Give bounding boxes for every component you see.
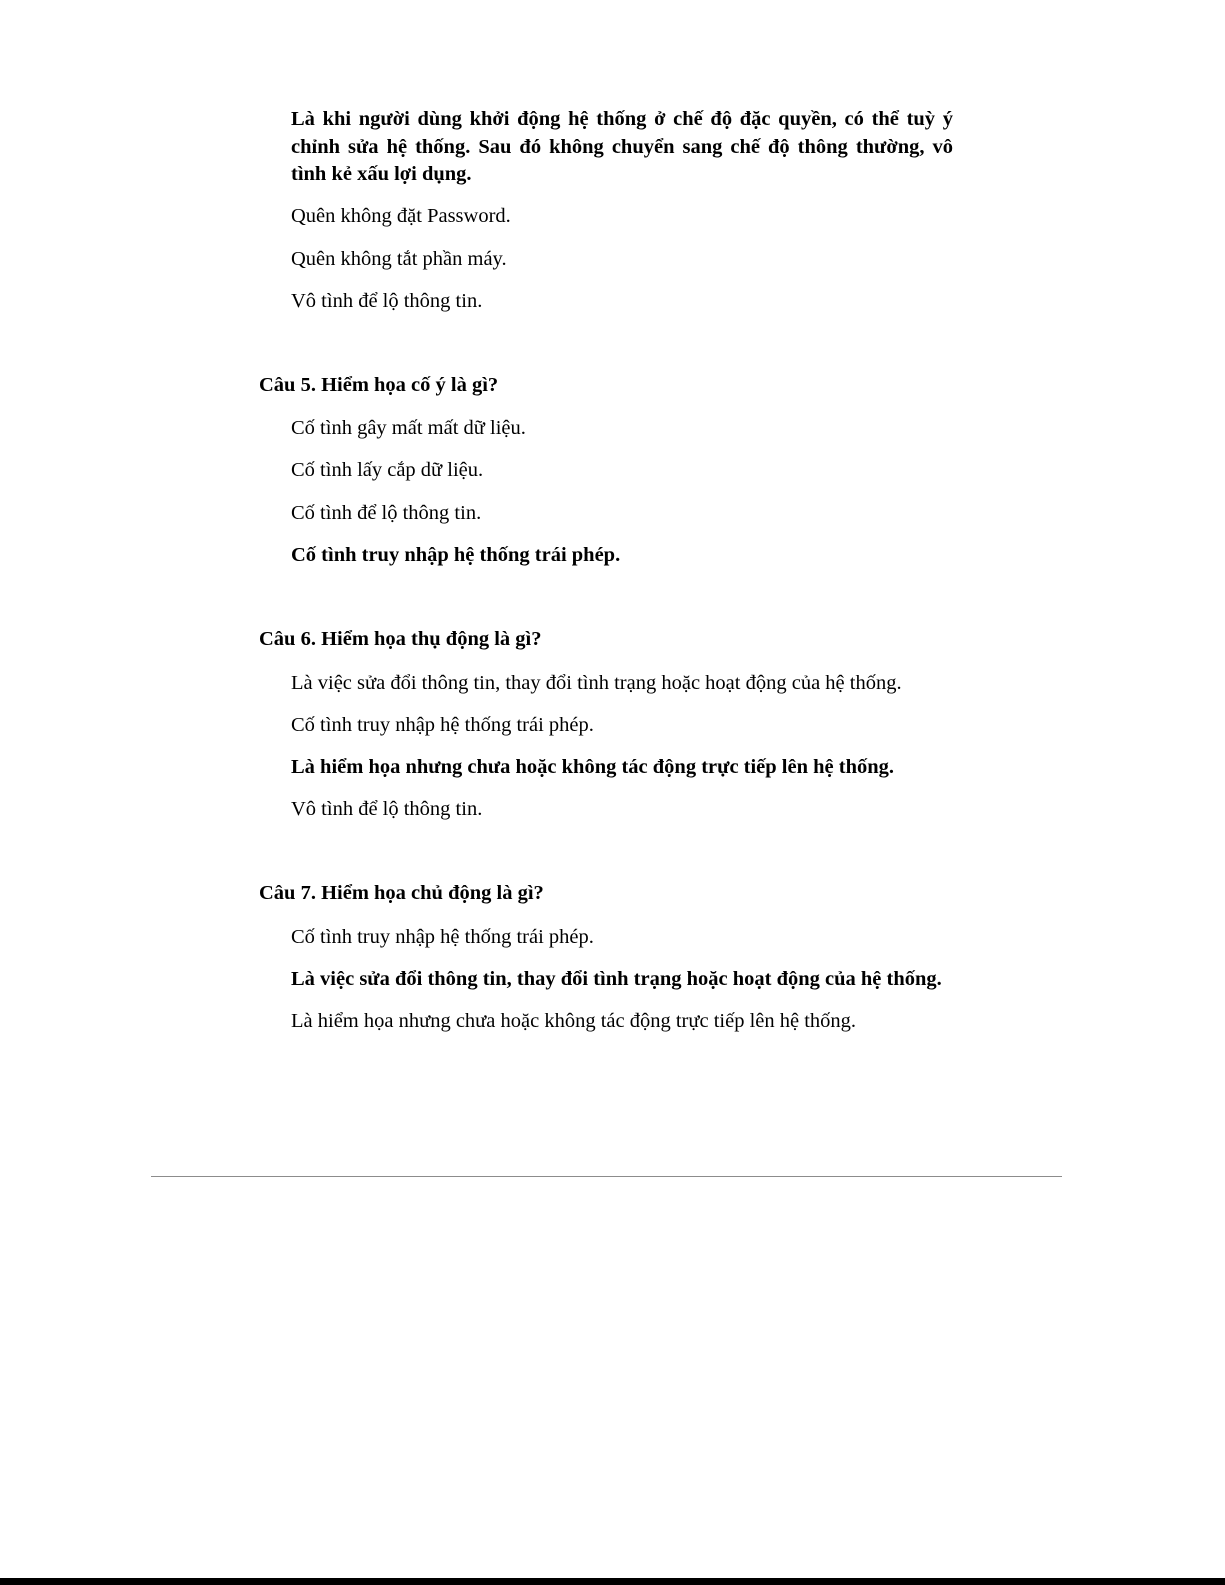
answer-option: Cố tình truy nhập hệ thống trái phép.: [291, 714, 594, 736]
answer-option: Cố tình truy nhập hệ thống trái phép.: [291, 926, 594, 948]
answer-option: Vô tình để lộ thông tin.: [291, 290, 483, 312]
answer-option: Cố tình để lộ thông tin.: [291, 502, 482, 524]
answer-option: Quên không tắt phần máy.: [291, 248, 507, 270]
answer-option: Cố tình lấy cắp dữ liệu.: [291, 459, 484, 481]
page-divider: [151, 1176, 1062, 1177]
correct-answer-option: Là hiểm họa nhưng chưa hoặc không tác động trực tiếp lên hệ thống.: [291, 756, 895, 778]
correct-answer-option: Cố tình truy nhập hệ thống trái phép.: [291, 544, 621, 566]
answer-option: Là việc sửa đổi thông tin, thay đổi tình trạng hoặc hoạt động của hệ thống.: [291, 672, 902, 694]
answer-option: Quên không đặt Password.: [291, 205, 511, 227]
question-title: Câu 7. Hiểm họa chủ động là gì?: [259, 882, 544, 904]
correct-answer-option: Là việc sửa đổi thông tin, thay đổi tình trạng hoặc hoạt động của hệ thống.: [291, 968, 942, 990]
question-title: Câu 6. Hiểm họa thụ động là gì?: [259, 628, 542, 650]
question-title: Câu 5. Hiểm họa cố ý là gì?: [259, 374, 499, 396]
correct-answer-paragraph: Là khi người dùng khởi động hệ thống ở chế độ đặc quyền, có thể tuỳ ý chỉnh sửa hệ thống. Sau đó không chuyển sang chế độ thông thường, vô tình kẻ xấu lợi dụng.: [291, 108, 953, 185]
answer-option: Cố tình gây mất mất dữ liệu.: [291, 417, 526, 439]
answer-option: Vô tình để lộ thông tin.: [291, 798, 483, 820]
bottom-edge-bar: [0, 1578, 1225, 1585]
answer-option: Là hiểm họa nhưng chưa hoặc không tác động trực tiếp lên hệ thống.: [291, 1010, 857, 1032]
